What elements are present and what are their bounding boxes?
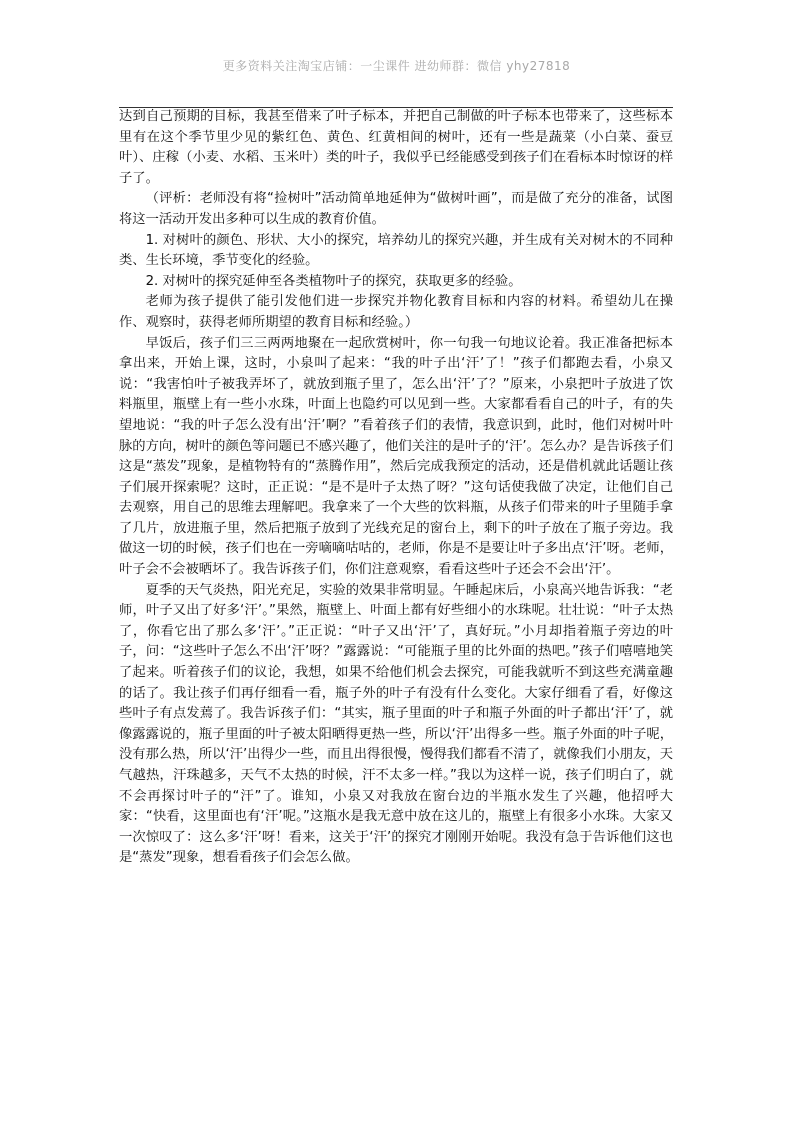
paragraph-4: 2. 对树叶的探究延伸至各类植物叶子的探究，获取更多的经验。 [145,273,522,289]
paragraph-1: 达到自己预期的目标，我甚至借来了叶子标本，并把自己制做的叶子标本也带来了，这些标本里有在这个季节里少见的紫红色、黄色、红黄相间的树叶，还有一些是蔬菜（小白菜、蚕豆叶）、庄稼（小麦、水稻、玉米叶）类的叶子，我似乎已经能感受到孩子们在看标本时惊讶的样子了。 [119,109,673,186]
document-body [119,107,673,869]
paragraph-6: 早饭后，孩子们三三两两地聚在一起欣赏树叶，你一句我一句地议论着。我正准备把标本拿出来，开始上课，这时，小泉叫了起来：“我的叶子出‘汗’了！”孩子们都跑去看，小泉又说：“我害怕叶子被我弄坏了，就放到瓶子里了，怎么出‘汗’了？”原来，小泉把叶子放进了饮料瓶里，瓶壁上有一些小水珠，叶面上也隐约可以见到一些。大家都看看自己的叶子，有的失望地说：“我的叶子怎么没有出‘汗’啊？”看着孩子们的表情，我意识到，此时，他们对树叶叶脉的方向，树叶的颜色等问题已不感兴趣了，他们关注的是叶子的‘汗’。怎么办？是告诉孩子们这是“蒸发”现象，是植物特有的“蒸腾作用”，然后完成我预定的活动，还是借机就此话题让孩子们展开探索呢？这时，正正说：“是不是叶子太热了呀？”这句话使我做了决定，让他们自己去观察，用自己的思维去理解吧。我拿来了一个大些的饮料瓶，从孩子们带来的叶子里随手拿了几片，放进瓶子里，然后把瓶子放到了光线充足的窗台上，剩下的叶子放在了瓶子旁边。我做这一切的时候，孩子们也在一旁嘀嘀咕咕的，老师，你是不是要让叶子多出点‘汗’呀。老师，叶子会不会被晒坏了。我告诉孩子们，你们注意观察，看看这些叶子还会不会出‘汗’。 [119,335,673,578]
paragraph-5: 老师为孩子提供了能引发他们进一步探究并物化教育目标和内容的材料。希望幼儿在操作、观察时，获得老师所期望的教育目标和经验。） [119,294,673,330]
paragraph-7: 夏季的天气炎热，阳光充足，实验的效果非常明显。午睡起床后，小泉高兴地告诉我：“老师，叶子又出了好多‘汗’。”果然，瓶壁上、叶面上都有好些细小的水珠呢。壮壮说：“叶子太热了，你看它出了那么多‘汗’。”正正说：“叶子又出‘汗’了，真好玩。”小月却指着瓶子旁边的叶子，问：“这些叶子怎么不出‘汗’呀？”露露说：“可能瓶子里的比外面的热吧。”孩子们嘻嘻地笑了起来。听着孩子们的议论，我想，如果不给他们机会去探究，可能我就听不到这些充满童趣的话了。我让孩子们再仔细看一看，瓶子外的叶子有没有什么变化。大家仔细看了看，好像这些叶子有点发蔫了。我告诉孩子们：“其实，瓶子里面的叶子和瓶子外面的叶子都出‘汗’了，就像露露说的，瓶子里面的叶子被太阳晒得更热一些，所以‘汗’出得多一些。瓶子外面的叶子呢，没有那么热，所以‘汗’出得少一些，而且出得很慢，慢得我们都看不清了，就像我们小朋友，天气越热，汗珠越多，天气不太热的时候，汗不太多一样。”我以为这样一说，孩子们明白了，就不会再探讨叶子的“汗”了。谁知，小泉又对我放在窗台边的半瓶水发生了兴趣，他招呼大家：“快看，这里面也有‘汗’呢。”这瓶水是我无意中放在这儿的，瓶壁上有很多小水珠。大家又一次惊叹了：这么多‘汗’呀！看来，这关于‘汗’的探究才刚刚开始呢。我没有急于告诉他们这也是“蒸发”现象，想看看孩子们会怎么做。 [119,582,673,866]
paragraph-2: （评析：老师没有将“捡树叶”活动简单地延伸为“做树叶画”，而是做了充分的准备，试图将这一活动开发出多种可以生成的教育价值。 [119,191,673,227]
paragraph-3: 1. 对树叶的颜色、形状、大小的探究，培养幼儿的探究兴趣，并生成有关对树木的不同种类、生长环境，季节变化的经验。 [119,232,673,269]
watermark-header: 更多资料关注淘宝店铺：一尘课件 进幼师群：微信 yhy27818 [222,59,571,73]
